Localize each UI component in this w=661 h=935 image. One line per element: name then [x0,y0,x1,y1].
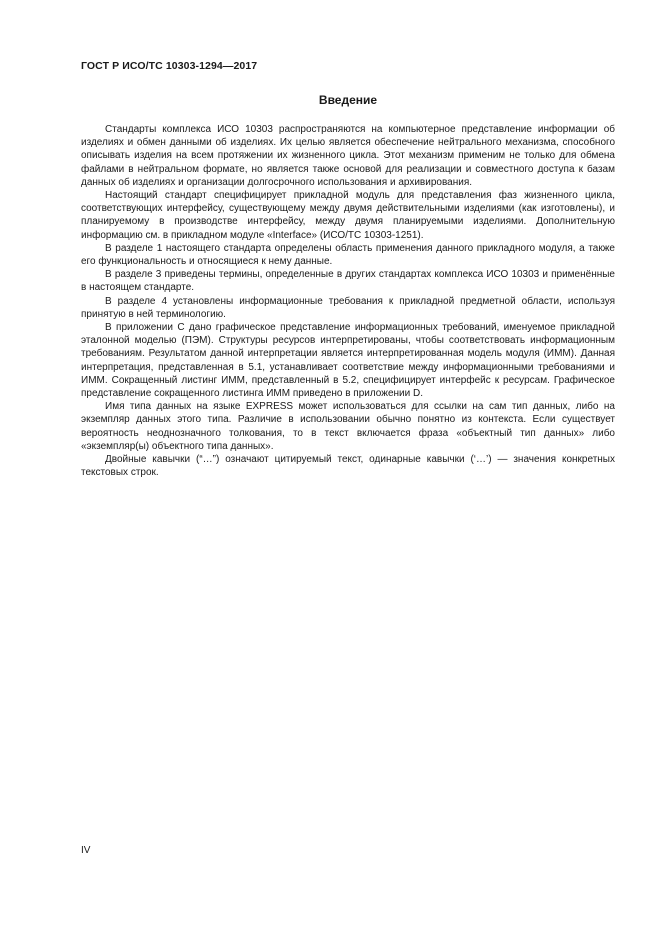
paragraph-section-1: В разделе 1 настоящего стандарта определены область применения данного прикладного модуля, а также его функциональность и относящиеся к нему данные. [81,242,615,268]
paragraph-scope: Стандарты комплекса ИСО 10303 распространяются на компьютерное представление информации об изделиях и обмен данными об изделиях. Их целью является обеспечение нейтрального механизма, способного описывать изделия на всем протяжении их жизненного цикла. Этот механизм применим не только для обмена файлами в нейтральном формате, но является также основой для реализации и совместного доступа к базам данных об изделиях и организации долгосрочного использования и архивирования. [81,124,615,188]
paragraph-express-naming: Имя типа данных на языке EXPRESS может использоваться для ссылки на сам тип данных, либо на экземпляр данных этого типа. Различие в использовании обычно понятно из контекста. Если существует вероятность неоднозначного толкования, то в текст включается фраза «объектный тип данных» либо «экземпляр(ы) объектного типа данных». [81,401,615,452]
paragraph-section-4: В разделе 4 установлены информационные требования к прикладной предметной области, используя принятую в ней терминологию. [81,295,615,320]
paragraph-annex-c: В приложении С дано графическое представление информационных требований, именуемое прикладной эталонной моделью (ПЭМ). Структуры ресурсов интерпретированы, чтобы соответствовать информационным требованиям. Результатом данной интерпретации является интерпретированная модель модуля (ИММ). Данная интерпретация, представленная в 5.1, устанавливает соответствие между информационными требованиями и ИММ. Сокращенный листинг ИММ, представленный в 5.2, специфицирует интерфейс к ресурсам. Графическое представление сокращенного листинга ИММ приведено в приложении D. [81,322,615,400]
section-title: Введение [318,93,378,107]
paragraph-quotation-marks: Двойные кавычки (“…”) означают цитируемый текст, одинарные кавычки (‘…’) — значения конкретных текстовых строк. [81,454,615,479]
document-body [81,123,615,479]
paragraph-section-3: В разделе 3 приведены термины, определенные в других стандартах комплекса ИСО 10303 и применённые в настоящем стандарте. [81,269,615,294]
paragraph-module-spec: Настоящий стандарт специфицирует прикладной модуль для представления фаз жизненного цикла, соответствующих интерфейсу, существующему между двумя действительными изделиями (как изготовлены), и планируемому в производстве интерфейсу, между двумя планируемыми изделиями. Дополнительную информацию см. в прикладном модуле «Interface» (ИСО/ТС 10303-1251). [81,190,615,241]
document-code-header: ГОСТ Р ИСО/ТС 10303-1294—2017 [81,60,258,72]
page-number: IV [81,845,91,856]
